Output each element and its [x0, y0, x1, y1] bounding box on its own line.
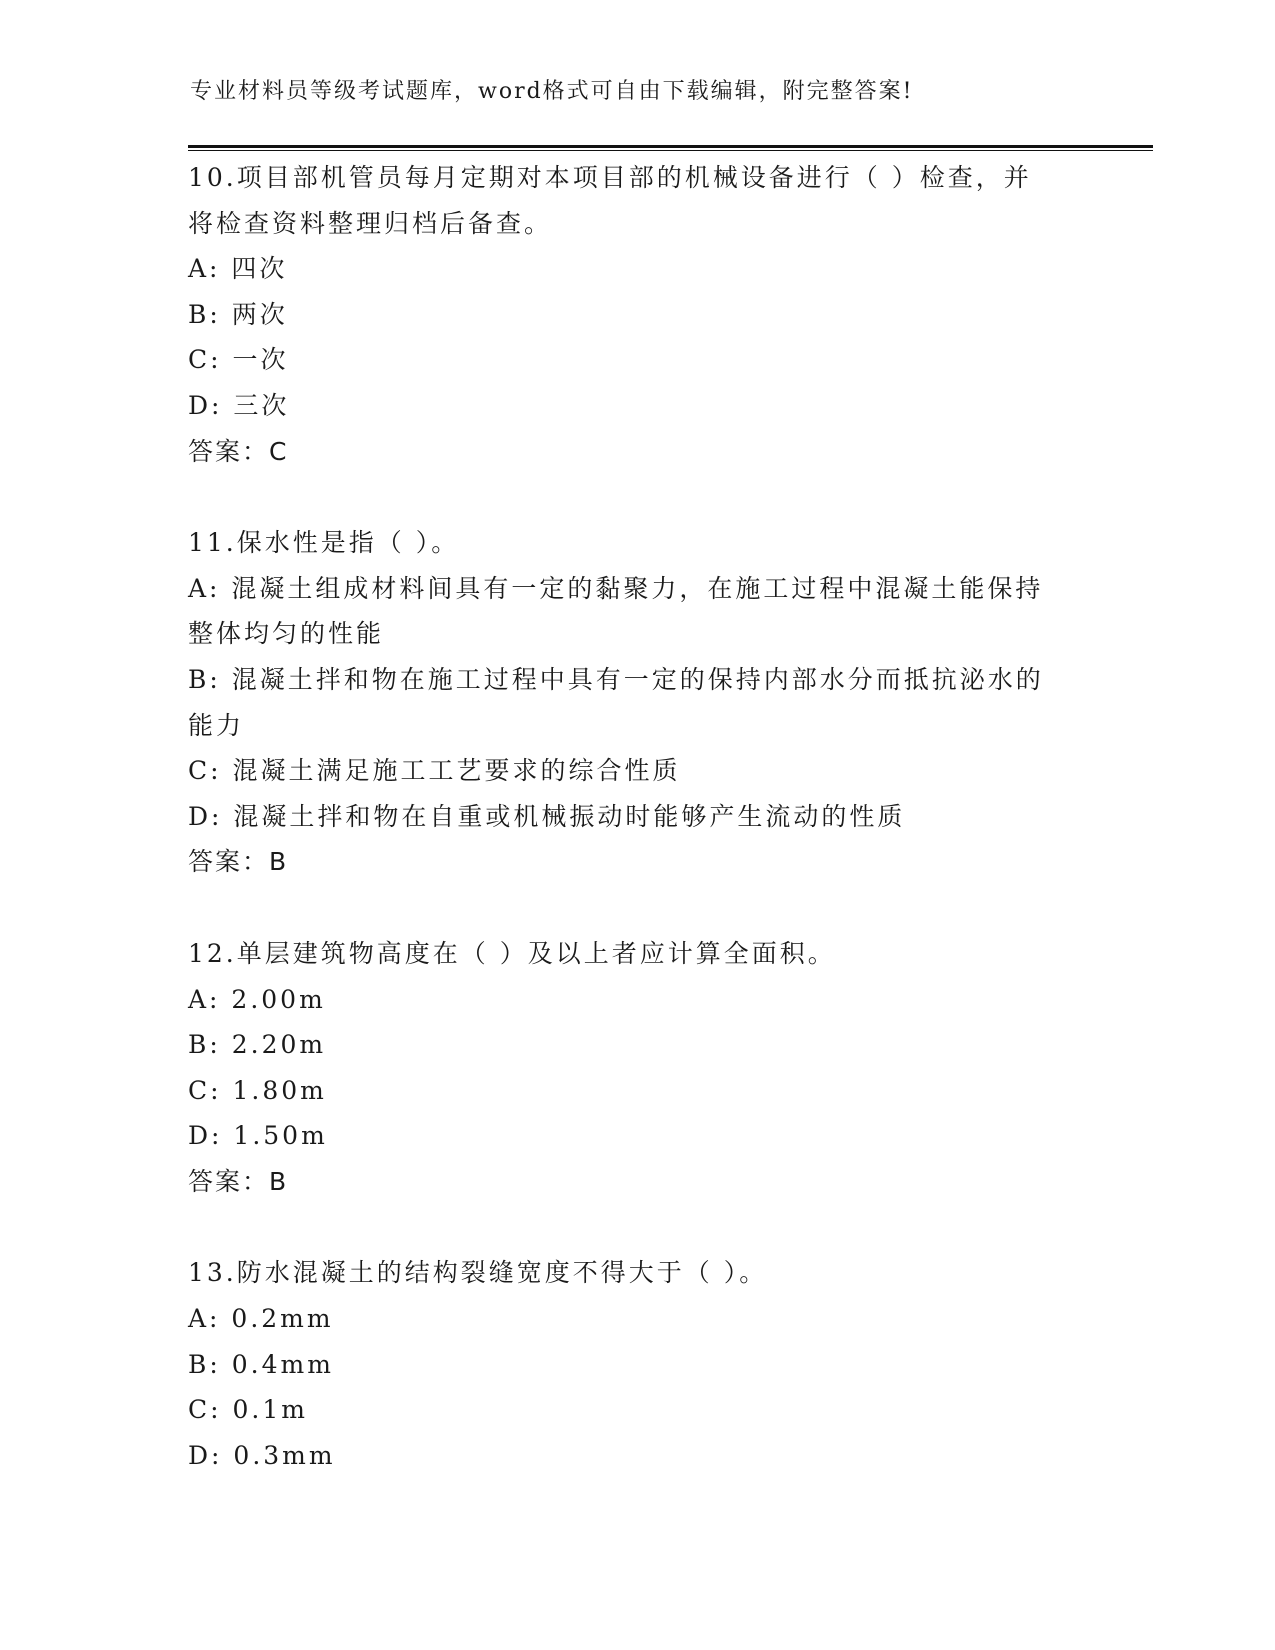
option-a: A: 混凝土组成材料间具有一定的黏聚力，在施工过程中混凝土能保持	[188, 573, 1044, 603]
page-header: 专业材料员等级考试题库，word格式可自由下载编辑，附完整答案!	[190, 79, 914, 104]
option-d: D: 1.50m	[188, 1121, 328, 1151]
option-d: D: 混凝土拌和物在自重或机械振动时能够产生流动的性质	[188, 801, 906, 831]
option-a: A: 0.2mm	[188, 1304, 334, 1334]
option-b: B: 0.4mm	[188, 1349, 334, 1379]
question-list	[188, 155, 1088, 1524]
answer-key: 答案：B	[188, 1166, 289, 1196]
option-b: B: 两次	[188, 299, 288, 329]
question-11	[188, 520, 1088, 885]
option-a: A: 2.00m	[188, 984, 326, 1014]
option-d: D: 三次	[188, 390, 290, 420]
question-stem: 12.单层建筑物高度在（ ）及以上者应计算全面积。	[188, 938, 836, 968]
option-c: C: 一次	[188, 345, 289, 375]
option-b-continued: 能力	[188, 710, 245, 740]
option-c: C: 0.1m	[188, 1395, 308, 1425]
option-b: B: 2.20m	[188, 1030, 327, 1060]
option-c: C: 混凝土满足施工工艺要求的综合性质	[188, 756, 681, 786]
option-d: D: 0.3mm	[188, 1440, 336, 1470]
question-13	[188, 1250, 1088, 1478]
question-stem-continued: 将检查资料整理归档后备查。	[188, 208, 553, 238]
option-a-continued: 整体均匀的性能	[188, 619, 385, 649]
header-rule-thick	[188, 145, 1153, 148]
answer-key: 答案：B	[188, 847, 289, 877]
option-c: C: 1.80m	[188, 1075, 327, 1105]
question-12	[188, 931, 1088, 1205]
question-stem: 11.保水性是指（ ）。	[188, 528, 460, 558]
option-a: A: 四次	[188, 254, 288, 284]
option-b: B: 混凝土拌和物在施工过程中具有一定的保持内部水分而抵抗泌水的	[188, 664, 1044, 694]
header-rule-thin	[188, 150, 1153, 151]
answer-key: 答案：C	[188, 436, 289, 466]
question-stem: 10.项目部机管员每月定期对本项目部的机械设备进行（ ）检查，并	[188, 163, 1032, 192]
question-10	[188, 155, 1088, 474]
question-stem: 13.防水混凝土的结构裂缝宽度不得大于（ ）。	[188, 1258, 768, 1288]
